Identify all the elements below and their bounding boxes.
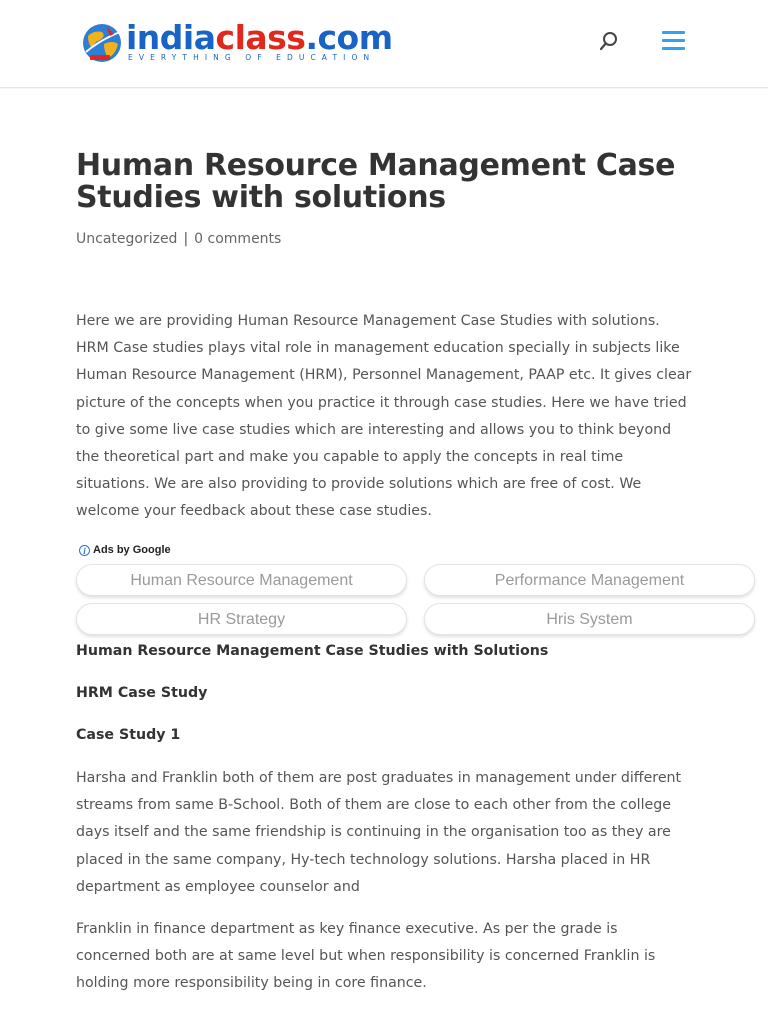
- section-heading: Case Study 1: [76, 727, 181, 743]
- meta-separator: |: [183, 231, 189, 247]
- site-logo[interactable]: [80, 18, 393, 66]
- case-study-paragraph: Franklin in finance department as key finance executive. As per the grade is concerned both are at same level but when responsibility is concerned Franklin is holding more responsibility being in core finance.: [76, 921, 656, 992]
- hamburger-menu-icon-bar: [662, 39, 685, 42]
- logo-wordmark: indiaclass.com: [126, 18, 393, 57]
- section-heading: HRM Case Study: [76, 685, 208, 701]
- section-heading: Human Resource Management Case Studies with Solutions: [76, 643, 549, 659]
- hamburger-menu-icon-bar: [662, 47, 685, 50]
- comments-link[interactable]: 0 comments: [194, 231, 282, 247]
- mobile-menu-button[interactable]: [662, 31, 685, 51]
- search-icon: [598, 30, 620, 52]
- ad-link-button[interactable]: HR Strategy: [76, 603, 407, 635]
- ads-label-text: Ads by Google: [93, 544, 171, 556]
- category-link[interactable]: Uncategorized: [76, 231, 178, 247]
- hamburger-menu-icon-bar: [662, 31, 685, 34]
- site-header: [0, 0, 768, 88]
- ads-by-google-label[interactable]: [79, 542, 171, 558]
- post-meta: [76, 229, 281, 249]
- logo-tagline: EVERYTHING OF EDUCATION: [128, 53, 376, 62]
- intro-paragraph: Here we are providing Human Resource Management Case Studies with solutions. HRM Case studies plays vital role in management education specially in subjects like Human Resource Management (HRM), Personnel Management, PAAP etc. It gives clear picture of the concepts when you practice it through case studies. Here we have tried to give some live case studies which are interesting and allows you to think beyond the theoretical part and make you capable to apply the concepts in real time situations. We are also providing to provide solutions which are free of cost. We welcome your feedback about these case studies.: [76, 313, 692, 520]
- ad-link-button[interactable]: Performance Management: [424, 564, 755, 596]
- search-button[interactable]: [598, 30, 620, 52]
- info-icon: i: [79, 545, 90, 556]
- globe-logo-icon: [80, 22, 124, 64]
- ad-link-button[interactable]: Hris System: [424, 603, 755, 635]
- ad-link-button[interactable]: Human Resource Management: [76, 564, 407, 596]
- case-study-paragraph: Harsha and Franklin both of them are post graduates in management under different streams from same B-School. Both of them are close to each other from the college days itself and the same friendship is continuing in the organisation too as they are placed in the same company, Hy-tech technology solutions. Harsha placed in HR department as employee counselor and: [76, 770, 682, 895]
- post-title: Human Resource Management Case Studies with solutions: [76, 148, 676, 215]
